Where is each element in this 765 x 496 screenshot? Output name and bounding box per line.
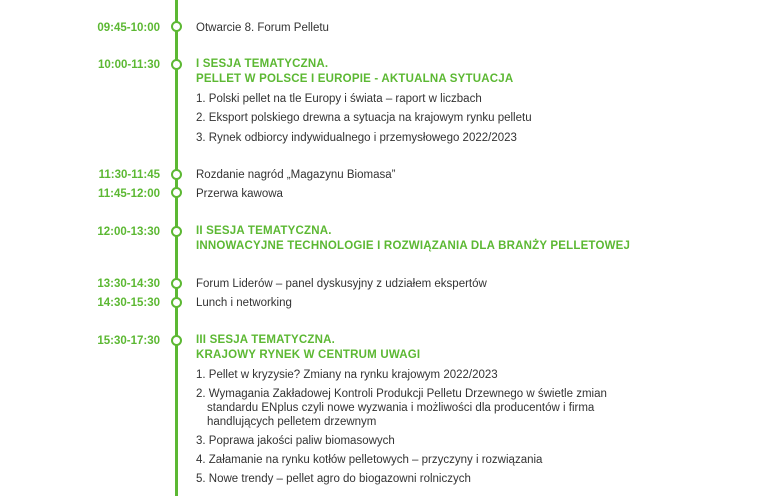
session-title-line1: I SESJA TEMATYCZNA. bbox=[196, 58, 329, 70]
timeline-dot bbox=[171, 297, 182, 308]
session-title-line2: KRAJOWY RYNEK W CENTRUM UWAGI bbox=[196, 349, 421, 361]
session-item: 4. Załamanie na rynku kotłów pelletowych – przyczyny i rozwiązania bbox=[196, 454, 543, 466]
agenda-item: Forum Liderów – panel dyskusyjny z udziałem ekspertów bbox=[196, 278, 487, 290]
time-label: 13:30-14:30 bbox=[97, 278, 160, 290]
session-item: 2. Eksport polskiego drewna a sytuacja na krajowym rynku pelletu bbox=[196, 112, 532, 124]
time-label: 09:45-10:00 bbox=[97, 22, 160, 34]
timeline-dot bbox=[171, 187, 182, 198]
session-title-line1: III SESJA TEMATYCZNA. bbox=[196, 334, 336, 346]
timeline-line bbox=[175, 0, 178, 496]
timeline-dot bbox=[171, 169, 182, 180]
session-title-line2: INNOWACYJNE TECHNOLOGIE I ROZWIĄZANIA DLA BRANŻY PELLETOWEJ bbox=[196, 240, 631, 252]
time-label: 11:45-12:00 bbox=[97, 188, 160, 200]
timeline-dot bbox=[171, 335, 182, 346]
time-label: 10:00-11:30 bbox=[97, 59, 160, 71]
session-item: 1. Pellet w kryzysie? Zmiany na rynku krajowym 2022/2023 bbox=[196, 369, 498, 381]
time-label: 12:00-13:30 bbox=[97, 226, 160, 238]
session-item-continuation: handlujących pelletem drzewnym bbox=[207, 416, 377, 428]
session-item: 3. Rynek odbiorcy indywidualnego i przemysłowego 2022/2023 bbox=[196, 132, 517, 144]
session-item: 2. Wymagania Zakładowej Kontroli Produkcji Pelletu Drzewnego w świetle zmian bbox=[196, 388, 607, 400]
session-title-line1: II SESJA TEMATYCZNA. bbox=[196, 225, 332, 237]
timeline-dot bbox=[171, 21, 182, 32]
time-label: 15:30-17:30 bbox=[97, 335, 160, 347]
session-item: 1. Polski pellet na tle Europy i świata – raport w liczbach bbox=[196, 93, 482, 105]
timeline-dot bbox=[171, 226, 182, 237]
time-label: 14:30-15:30 bbox=[97, 297, 160, 309]
session-item-continuation: standardu ENplus czyli nowe wyzwania i możliwości dla producentów i firma bbox=[207, 402, 595, 414]
agenda-item: Otwarcie 8. Forum Pelletu bbox=[196, 22, 329, 34]
time-label: 11:30-11:45 bbox=[98, 169, 160, 181]
agenda-item: Rozdanie nagród „Magazynu Biomasa” bbox=[196, 169, 396, 181]
timeline-dot bbox=[171, 278, 182, 289]
timeline-dot bbox=[171, 59, 182, 70]
agenda-item: Przerwa kawowa bbox=[196, 188, 283, 200]
agenda-item: Lunch i networking bbox=[196, 297, 292, 309]
session-item: 3. Poprawa jakości paliw biomasowych bbox=[196, 435, 395, 447]
session-item: 5. Nowe trendy – pellet agro do biogazowni rolniczych bbox=[196, 473, 471, 485]
session-title-line2: PELLET W POLSCE I EUROPIE - AKTUALNA SYTUACJA bbox=[196, 73, 514, 85]
